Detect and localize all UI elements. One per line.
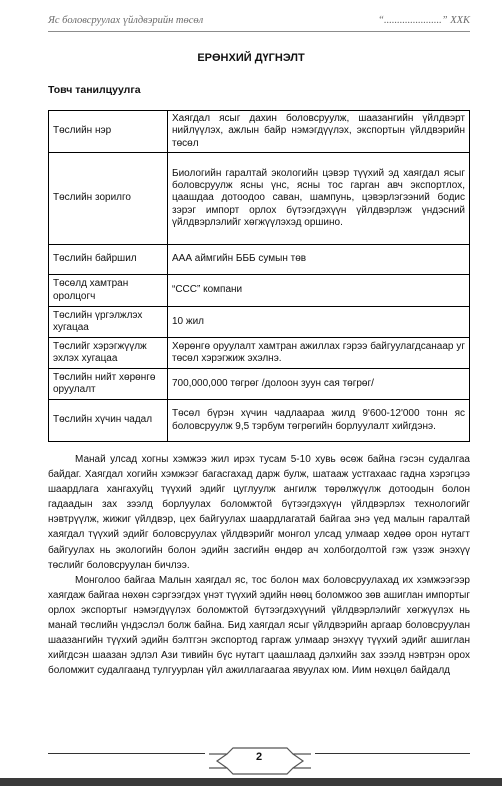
header-divider xyxy=(48,31,470,32)
page-number: 2 xyxy=(255,751,263,763)
row-value: Төсөл бүрэн хүчин чадлаараа жилд 9'600-12'000 тонн яс боловсруулж 9,5 тэрбум төгрөгийн борлуулалт хийгдэнэ. xyxy=(168,400,470,442)
summary-table xyxy=(48,110,470,442)
row-value: ААА аймгийн БББ сумын төв xyxy=(168,245,470,275)
row-value: 700,000,000 төгрөг /долоон зуун сая төгрөг/ xyxy=(168,369,470,400)
row-value: Биологийн гаралтай экологийн цэвэр түүхий эд хаягдал ясыг боловсруулж ясны үнс, ясны тос гарган авч экспортлох, цаашдаа дотоодоо саван, шампунь, цэвэрлэгээний бодис зэрэг импорт орлох бүтээгдэхүүн үйлдвэрлэж үндэсний үйлдвэрлэлийг хөгжүүлэхэд оршино. xyxy=(168,153,470,245)
row-key: Төслийн нийт хөрөнгө оруулалт xyxy=(49,369,168,400)
section-subtitle: Товч танилцуулга xyxy=(48,84,141,96)
page-title: ЕРӨНХИЙ ДҮГНЭЛТ xyxy=(197,52,305,64)
row-key: Төслийн хүчин чадал xyxy=(49,400,168,442)
table-row xyxy=(49,400,470,442)
body-text xyxy=(48,452,470,678)
header-left-text: Яс боловсруулах үйлдвэрийн төсөл xyxy=(48,15,204,26)
row-value: 10 жил xyxy=(168,307,470,338)
paragraph: Манай улсад хогны хэмжээ жил ирэх тусам 5-10 хувь өсөж байна гэсэн судалгаа байдаг. Хаягдал хогийн хэмжээг багасгахад дарж булж, шатааж устгахаас гадна хэрэгцээ шаардлага хангахуйц түүхий эдийг цуглуулж ангилж төрөлжүүлж дотоодын болон гадаадын зах зээлд борлуулах боломжтой бүтээгдэхүүн үйлдвэрлэх технологийг нэвтрүүлж, жижиг үйлдвэр, цех байгуулах шаардлагатай байгаа энэ үед малын гаралтай хаягдал түүхий эдийг боловсруулах үйлдвэрийг монгол улсад улмаар хөдөө орон нутагт байгуулах нь экологийн болон эдийн засгийн өндөр ач холбогдолтой гэж үзэж энэхүү төслийг боловсруулан бичлээ. xyxy=(48,454,470,571)
paragraph: Монголоо байгаа Малын хаягдал яс, тос болон мах боловсруулахад их хэмжээгээр хаягдаж байгаа нөхөн сэргээгдэх үнэт түүхий эдийн нөөц боломжоо зөв ашиглан импортыг орлох экспортыг нэмэгдүүлэх боломжтой бүтээгдэхүүний үйлдвэрлэлийг хөгжүүлэх нь манай төслийн үндэслэл болж байна. Бид хаягдал ясыг үйлдвэрийн аргаар боловсруулан шаазангийн түүхий эдийн бэлтгэн экспортод гаргаж улмаар энэхүү түүхий эдийг ашиглан хийгдсэн шаазан эдлэл Ази тивийн бүс нутагт цаашлаад дэлхийн зах зээлд нэвтрэн орох боломжит судалгаанд тулгуурлан үйл ажиллагаагаа явуулах юм. Иим нөхцөл байдалд xyxy=(48,574,470,677)
table-row xyxy=(49,338,470,369)
row-key: Төслийн үргэлжлэх хугацаа xyxy=(49,307,168,338)
table-row xyxy=(49,111,470,153)
header-right-text: “......................” ХХК xyxy=(378,15,470,26)
table-row xyxy=(49,369,470,400)
row-key: Төслийн нэр xyxy=(49,111,168,153)
row-key: Төслийн зорилго xyxy=(49,153,168,245)
row-value: “ССС” компани xyxy=(168,275,470,307)
table-row xyxy=(49,307,470,338)
table-row xyxy=(49,245,470,275)
running-header xyxy=(48,12,470,30)
row-key: Төсөлд хамтран оролцогч xyxy=(49,275,168,307)
bottom-bar xyxy=(0,778,502,786)
row-value: Хаягдал ясыг дахин боловсруулж, шаазангийн үйлдвэрт нийлүүлэх, ажлын байр нэмэгдүүлэх, экспортын үйлдвэрийн төсөл xyxy=(168,111,470,153)
row-key: Төслийг хэрэгжүүлж эхлэх хугацаа xyxy=(49,338,168,369)
row-key: Төслийн байршил xyxy=(49,245,168,275)
row-value: Хөрөнгө оруулалт хамтран ажиллах гэрээ байгуулагдсанаар уг төсөл хэрэгжиж эхэлнэ. xyxy=(168,338,470,369)
table-row xyxy=(49,153,470,245)
table-row xyxy=(49,275,470,307)
